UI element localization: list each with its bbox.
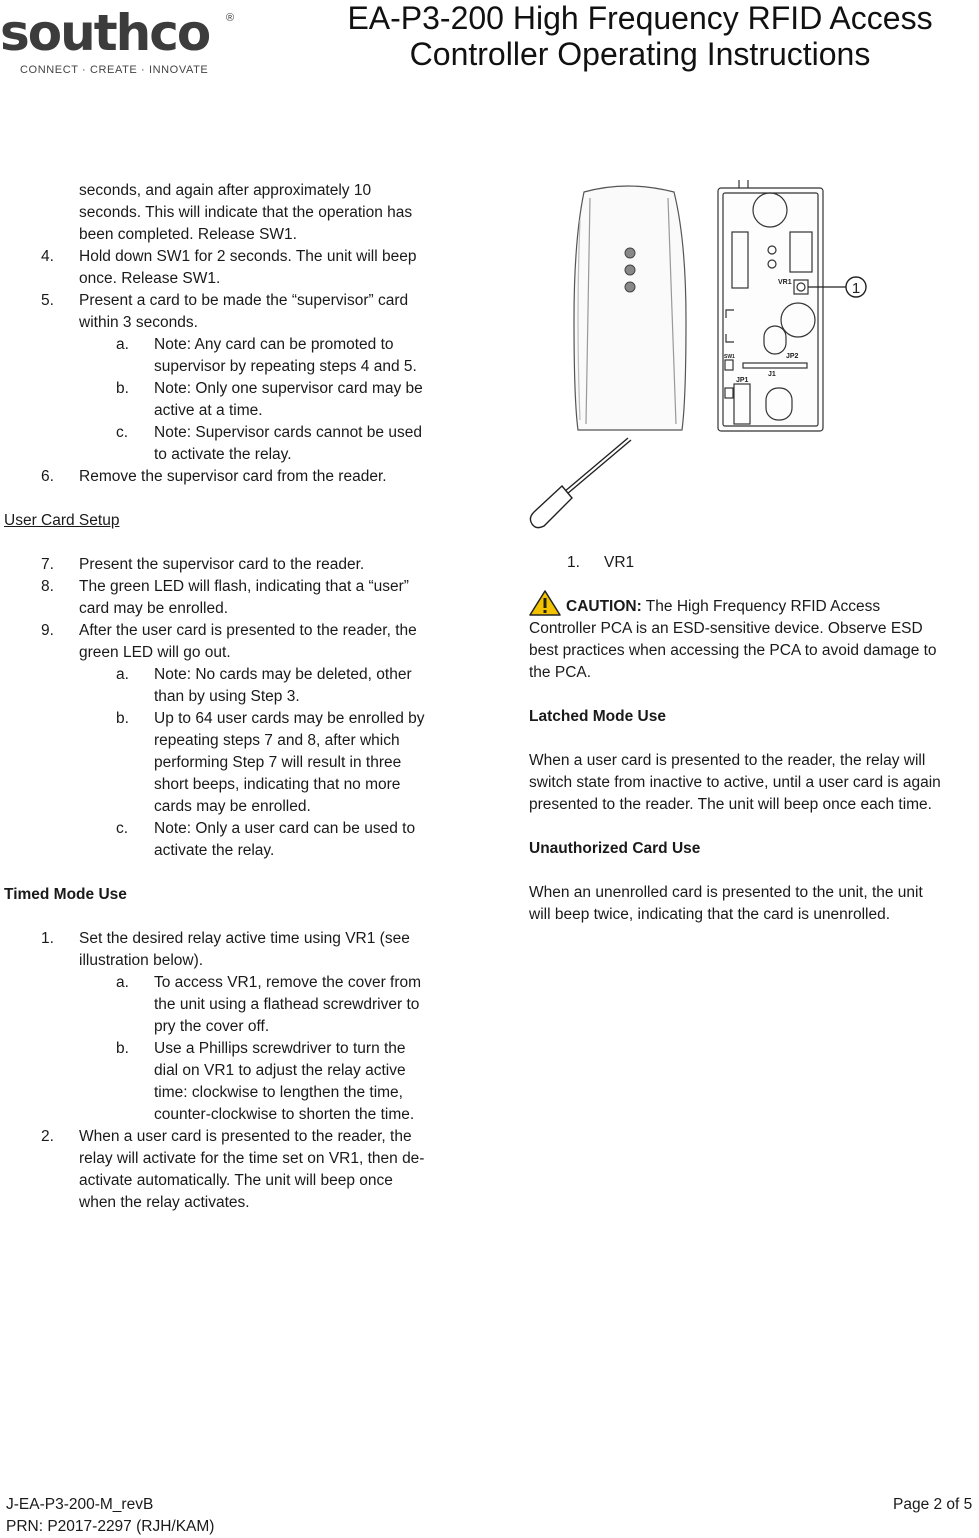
footer-doc-id: J-EA-P3-200-M_revB <box>6 1496 154 1513</box>
callout-number: 1 <box>851 280 861 297</box>
step-number: 4. <box>41 248 54 265</box>
section-heading-latched-mode: Latched Mode Use <box>529 708 666 725</box>
step-text: The green LED will flash, indicating that a “user” <box>79 578 409 595</box>
logo-registered: ® <box>226 12 235 24</box>
step-text: After the user card is presented to the reader, the <box>79 622 417 639</box>
caution-label: CAUTION: <box>566 598 642 615</box>
southco-logo <box>0 6 240 80</box>
substep-letter: a. <box>116 974 129 991</box>
step-text: Present a card to be made the “supervisor” card <box>79 292 409 309</box>
text-line: seconds, and again after approximately 10 <box>79 182 372 199</box>
legend-number: 1. <box>567 554 580 571</box>
step-number: 7. <box>41 556 54 573</box>
step-text: card may be enrolled. <box>79 600 229 617</box>
step-number: 1. <box>41 930 54 947</box>
section-heading-unauthorized: Unauthorized Card Use <box>529 840 701 857</box>
label-jp2: JP2 <box>786 353 799 360</box>
step-text: once. Release SW1. <box>79 270 221 287</box>
step-text: activate automatically. The unit will beep once <box>79 1172 393 1189</box>
reader-pcb-illustration <box>528 180 873 530</box>
logo-wordmark: southco <box>0 4 210 62</box>
screwdriver-icon <box>530 438 631 528</box>
step-text: When a user card is presented to the reader, the <box>79 1128 412 1145</box>
substep-letter: c. <box>116 820 129 837</box>
substep-text: Note: Only a user card can be used to <box>154 820 416 837</box>
legend-text: VR1 <box>604 554 635 571</box>
reader-cover <box>574 186 686 430</box>
step-text: relay will activate for the time set on VR1, then de- <box>79 1150 425 1167</box>
text-line: seconds. This will indicate that the operation has <box>79 204 413 221</box>
substep-text: counter-clockwise to shorten the time. <box>154 1106 415 1123</box>
step-text: Hold down SW1 for 2 seconds. The unit will beep <box>79 248 417 265</box>
step-number: 5. <box>41 292 54 309</box>
substep-text: Note: Supervisor cards cannot be used <box>154 424 422 441</box>
label-j1: J1 <box>768 371 776 378</box>
substep-text: Up to 64 user cards may be enrolled by <box>154 710 425 727</box>
paragraph-line: presented to the reader. The unit will beep once each time. <box>529 796 932 813</box>
text-line: been completed. Release SW1. <box>79 226 297 243</box>
substep-text: activate the relay. <box>154 842 275 859</box>
label-sw1: SW1 <box>724 354 735 360</box>
substep-text: short beeps, indicating that no more <box>154 776 401 793</box>
step-number: 2. <box>41 1128 54 1145</box>
substep-letter: a. <box>116 336 129 353</box>
step-number: 6. <box>41 468 54 485</box>
led-icon <box>625 248 635 258</box>
caution-block <box>529 596 977 926</box>
section-heading-user-card-setup: User Card Setup <box>4 512 120 529</box>
substep-text: active at a time. <box>154 402 263 419</box>
footer-left <box>6 1494 214 1538</box>
substep-letter: b. <box>116 1040 129 1057</box>
substep-text: than by using Step 3. <box>154 688 300 705</box>
substep-text: performing Step 7 will result in three <box>154 754 402 771</box>
substep-letter: b. <box>116 710 129 727</box>
substep-letter: a. <box>116 666 129 683</box>
step-number: 9. <box>41 622 54 639</box>
substep-text: pry the cover off. <box>154 1018 270 1035</box>
step-text: within 3 seconds. <box>79 314 198 331</box>
step-text: when the relay activates. <box>79 1194 250 1211</box>
substep-letter: c. <box>116 424 129 441</box>
substep-letter: b. <box>116 380 129 397</box>
paragraph-line: switch state from inactive to active, until a user card is again <box>529 774 941 791</box>
document-title <box>320 0 960 72</box>
led-icon <box>625 282 635 292</box>
substep-text: Note: No cards may be deleted, other <box>154 666 412 683</box>
substep-text: time: clockwise to lengthen the time, <box>154 1084 403 1101</box>
section-heading-timed-mode: Timed Mode Use <box>4 886 127 903</box>
step-text: illustration below). <box>79 952 204 969</box>
step-number: 8. <box>41 578 54 595</box>
paragraph-line: will beep twice, indicating that the card is unenrolled. <box>529 906 891 923</box>
left-column <box>4 180 456 1214</box>
substep-text: Use a Phillips screwdriver to turn the <box>154 1040 406 1057</box>
step-text: green LED will go out. <box>79 644 231 661</box>
footer-prn: PRN: P2017-2297 (RJH/KAM) <box>6 1518 215 1535</box>
led-icon <box>625 265 635 275</box>
paragraph-line: When a user card is presented to the reader, the relay will <box>529 752 926 769</box>
substep-text: cards may be enrolled. <box>154 798 311 815</box>
substep-text: To access VR1, remove the cover from <box>154 974 422 991</box>
step-text: Set the desired relay active time using VR1 (see <box>79 930 410 947</box>
step-text: Present the supervisor card to the reader. <box>79 556 365 573</box>
caution-text: best practices when accessing the PCA to avoid damage to <box>529 642 937 659</box>
substep-text: Note: Any card can be promoted to <box>154 336 394 353</box>
logo-tagline: CONNECT · CREATE · INNOVATE <box>20 64 209 76</box>
label-vr1: VR1 <box>778 279 792 286</box>
substep-text: dial on VR1 to adjust the relay active <box>154 1062 406 1079</box>
substep-text: the unit using a flathead screwdriver to <box>154 996 420 1013</box>
step-text: Remove the supervisor card from the reader. <box>79 468 387 485</box>
page-number: Page 2 of 5 <box>893 1496 973 1513</box>
caution-text: the PCA. <box>529 664 592 681</box>
caution-text: Controller PCA is an ESD-sensitive device. Observe ESD <box>529 620 923 637</box>
substep-text: supervisor by repeating steps 4 and 5. <box>154 358 417 375</box>
title-line-2: Controller Operating Instructions <box>409 36 871 72</box>
substep-text: Note: Only one supervisor card may be <box>154 380 423 397</box>
paragraph-line: When an unenrolled card is presented to the unit, the unit <box>529 884 923 901</box>
substep-text: to activate the relay. <box>154 446 292 463</box>
title-line-1: EA-P3-200 High Frequency RFID Access <box>347 0 933 36</box>
substep-text: repeating steps 7 and 8, after which <box>154 732 400 749</box>
warning-icon <box>529 590 561 616</box>
label-jp1: JP1 <box>736 377 749 384</box>
pcb-board <box>718 180 823 431</box>
caution-text: The High Frequency RFID Access <box>641 598 881 615</box>
